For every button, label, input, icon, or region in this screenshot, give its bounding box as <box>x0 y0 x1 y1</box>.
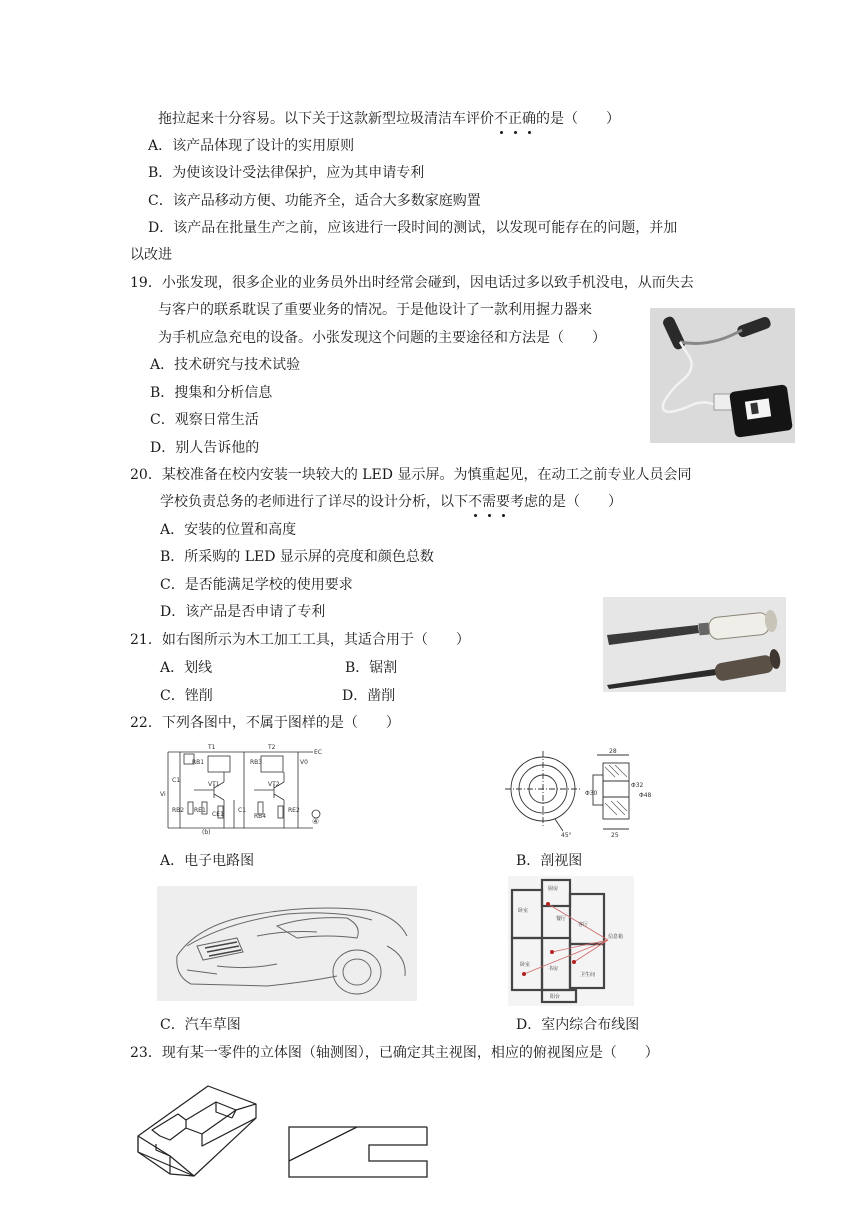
q21-option-b: B．锯割 <box>345 660 398 676</box>
floor-label-dining: 餐厅 <box>556 916 567 922</box>
q19-option-c: C．观察日常生活 <box>150 412 259 428</box>
floor-label-balcony: 阳台 <box>550 994 561 1000</box>
q18-option-c: C．该产品移动方便、功能齐全，适合大多数家庭购置 <box>148 193 481 209</box>
q21-stem: 21．如右图所示为木工加工工具，其适合用于（ ） <box>130 632 470 648</box>
q22-stem: 22．下列各图中，不属于图样的是（ ） <box>130 715 400 731</box>
circuit-label-vt1: VT1 <box>208 781 220 788</box>
circuit-label-t2: T2 <box>268 744 276 751</box>
q18-option-d: D．该产品在批量生产之前，应该进行一段时间的测试，以发现可能存在的问题，并加 <box>148 220 678 236</box>
q22-caption-c: C．汽车草图 <box>160 1017 241 1033</box>
section-label-28: 28 <box>609 748 617 755</box>
circuit-label-rb2: RB2 <box>172 807 185 814</box>
circuit-label-c1a: C1 <box>172 777 181 784</box>
section-label-45deg: 45° <box>561 832 572 839</box>
floor-label-living: 客厅 <box>578 922 589 928</box>
section-label-d32: Φ32 <box>631 782 644 789</box>
circuit-diagram <box>158 740 328 835</box>
q18-stem-line: 拖拉起来十分容易。以下关于这款新型垃圾清洁车评价不正确的是（ ） <box>158 111 620 127</box>
q18-option-d-continuation: 以改进 <box>130 247 172 263</box>
circuit-label-b: (b) <box>202 829 211 835</box>
q22-caption-b: B．剖视图 <box>516 853 583 869</box>
circuit-label-c1b: C1 <box>238 807 247 814</box>
q19-option-d: D．别人告诉他的 <box>150 440 260 456</box>
section-label-d48: Φ48 <box>639 792 652 799</box>
q20-option-c: C．是否能满足学校的使用要求 <box>160 577 353 593</box>
top-view-option-drawing <box>285 1125 430 1181</box>
q23-stem: 23．现有某一零件的立体图（轴测图），已确定其主视图，相应的俯视图应是（ ） <box>130 1045 659 1061</box>
section-label-d30: Φ30 <box>585 790 598 797</box>
circuit-label-rb3: RB3 <box>250 759 263 766</box>
floor-label-bathroom: 卫生间 <box>580 972 596 978</box>
circuit-label-rb1: RB1 <box>192 759 205 766</box>
circuit-label-4: ④ <box>312 817 320 826</box>
q19-stem-line-3: 为手机应急充电的设备。小张发现这个问题的主要途径和方法是（ ） <box>158 330 606 346</box>
chisel-tools-photo <box>603 597 786 692</box>
q19-stem-line-1: 19．小张发现，很多企业的业务员外出时经常会碰到，因电话过多以致手机没电，从而失去 <box>130 275 694 291</box>
circuit-label-vt2: VT2 <box>268 781 280 788</box>
section-view-drawing <box>505 745 655 840</box>
floor-plan-wiring <box>508 876 634 1006</box>
q18-option-b: B．为使该设计受法律保护，应为其申请专利 <box>148 165 425 181</box>
circuit-label-ce1: CE1 <box>212 811 224 818</box>
floor-label-bedroom-1: 卧室 <box>518 908 529 914</box>
q19-option-a: A．技术研究与技术试验 <box>150 357 301 373</box>
q22-caption-d: D．室内综合布线图 <box>516 1017 640 1033</box>
q18-option-a: A．该产品体现了设计的实用原则 <box>148 138 355 154</box>
circuit-label-v0: V0 <box>300 759 308 766</box>
q21-option-a: A．划线 <box>160 660 213 676</box>
car-sketch <box>157 886 417 1001</box>
floor-label-study: 书房 <box>548 966 559 972</box>
q22-caption-a: A．电子电路图 <box>160 853 255 869</box>
section-label-25: 25 <box>611 832 619 839</box>
floor-label-kitchen: 厨房 <box>548 886 559 892</box>
q20-option-a: A．安装的位置和高度 <box>160 522 297 538</box>
circuit-label-t1: T1 <box>208 744 216 751</box>
floor-label-bedroom-2: 卧室 <box>520 962 531 968</box>
part-isometric-drawing <box>132 1072 272 1180</box>
q19-stem-line-2: 与客户的联系耽误了重要业务的情况。于是他设计了一款利用握力器来 <box>158 302 592 318</box>
q20-stem-line-1: 20．某校准备在校内安装一块较大的 LED 显示屏。为慎重起见，在动工之前专业人员会同 <box>130 467 692 483</box>
circuit-label-re2: RE2 <box>288 807 300 814</box>
q20-option-d: D．该产品是否申请了专利 <box>160 604 326 620</box>
floor-label-info-box: 信息箱 <box>608 934 624 940</box>
q20-option-b: B．所采购的 LED 显示屏的亮度和颜色总数 <box>160 549 434 565</box>
q20-stem-line-2: 学校负责总务的老师进行了详尽的设计分析，以下不需要考虑的是（ ） <box>160 494 622 510</box>
grip-charger-photo <box>650 308 795 443</box>
circuit-label-re1: RE1 <box>194 807 206 814</box>
circuit-label-vi: Vi <box>160 791 166 798</box>
circuit-label-ec: EC <box>314 749 322 756</box>
q19-option-b: B．搜集和分析信息 <box>150 385 273 401</box>
q21-option-c: C．锉削 <box>160 688 213 704</box>
circuit-label-rb4: RB4 <box>254 813 267 820</box>
q21-option-d: D．凿削 <box>342 688 396 704</box>
